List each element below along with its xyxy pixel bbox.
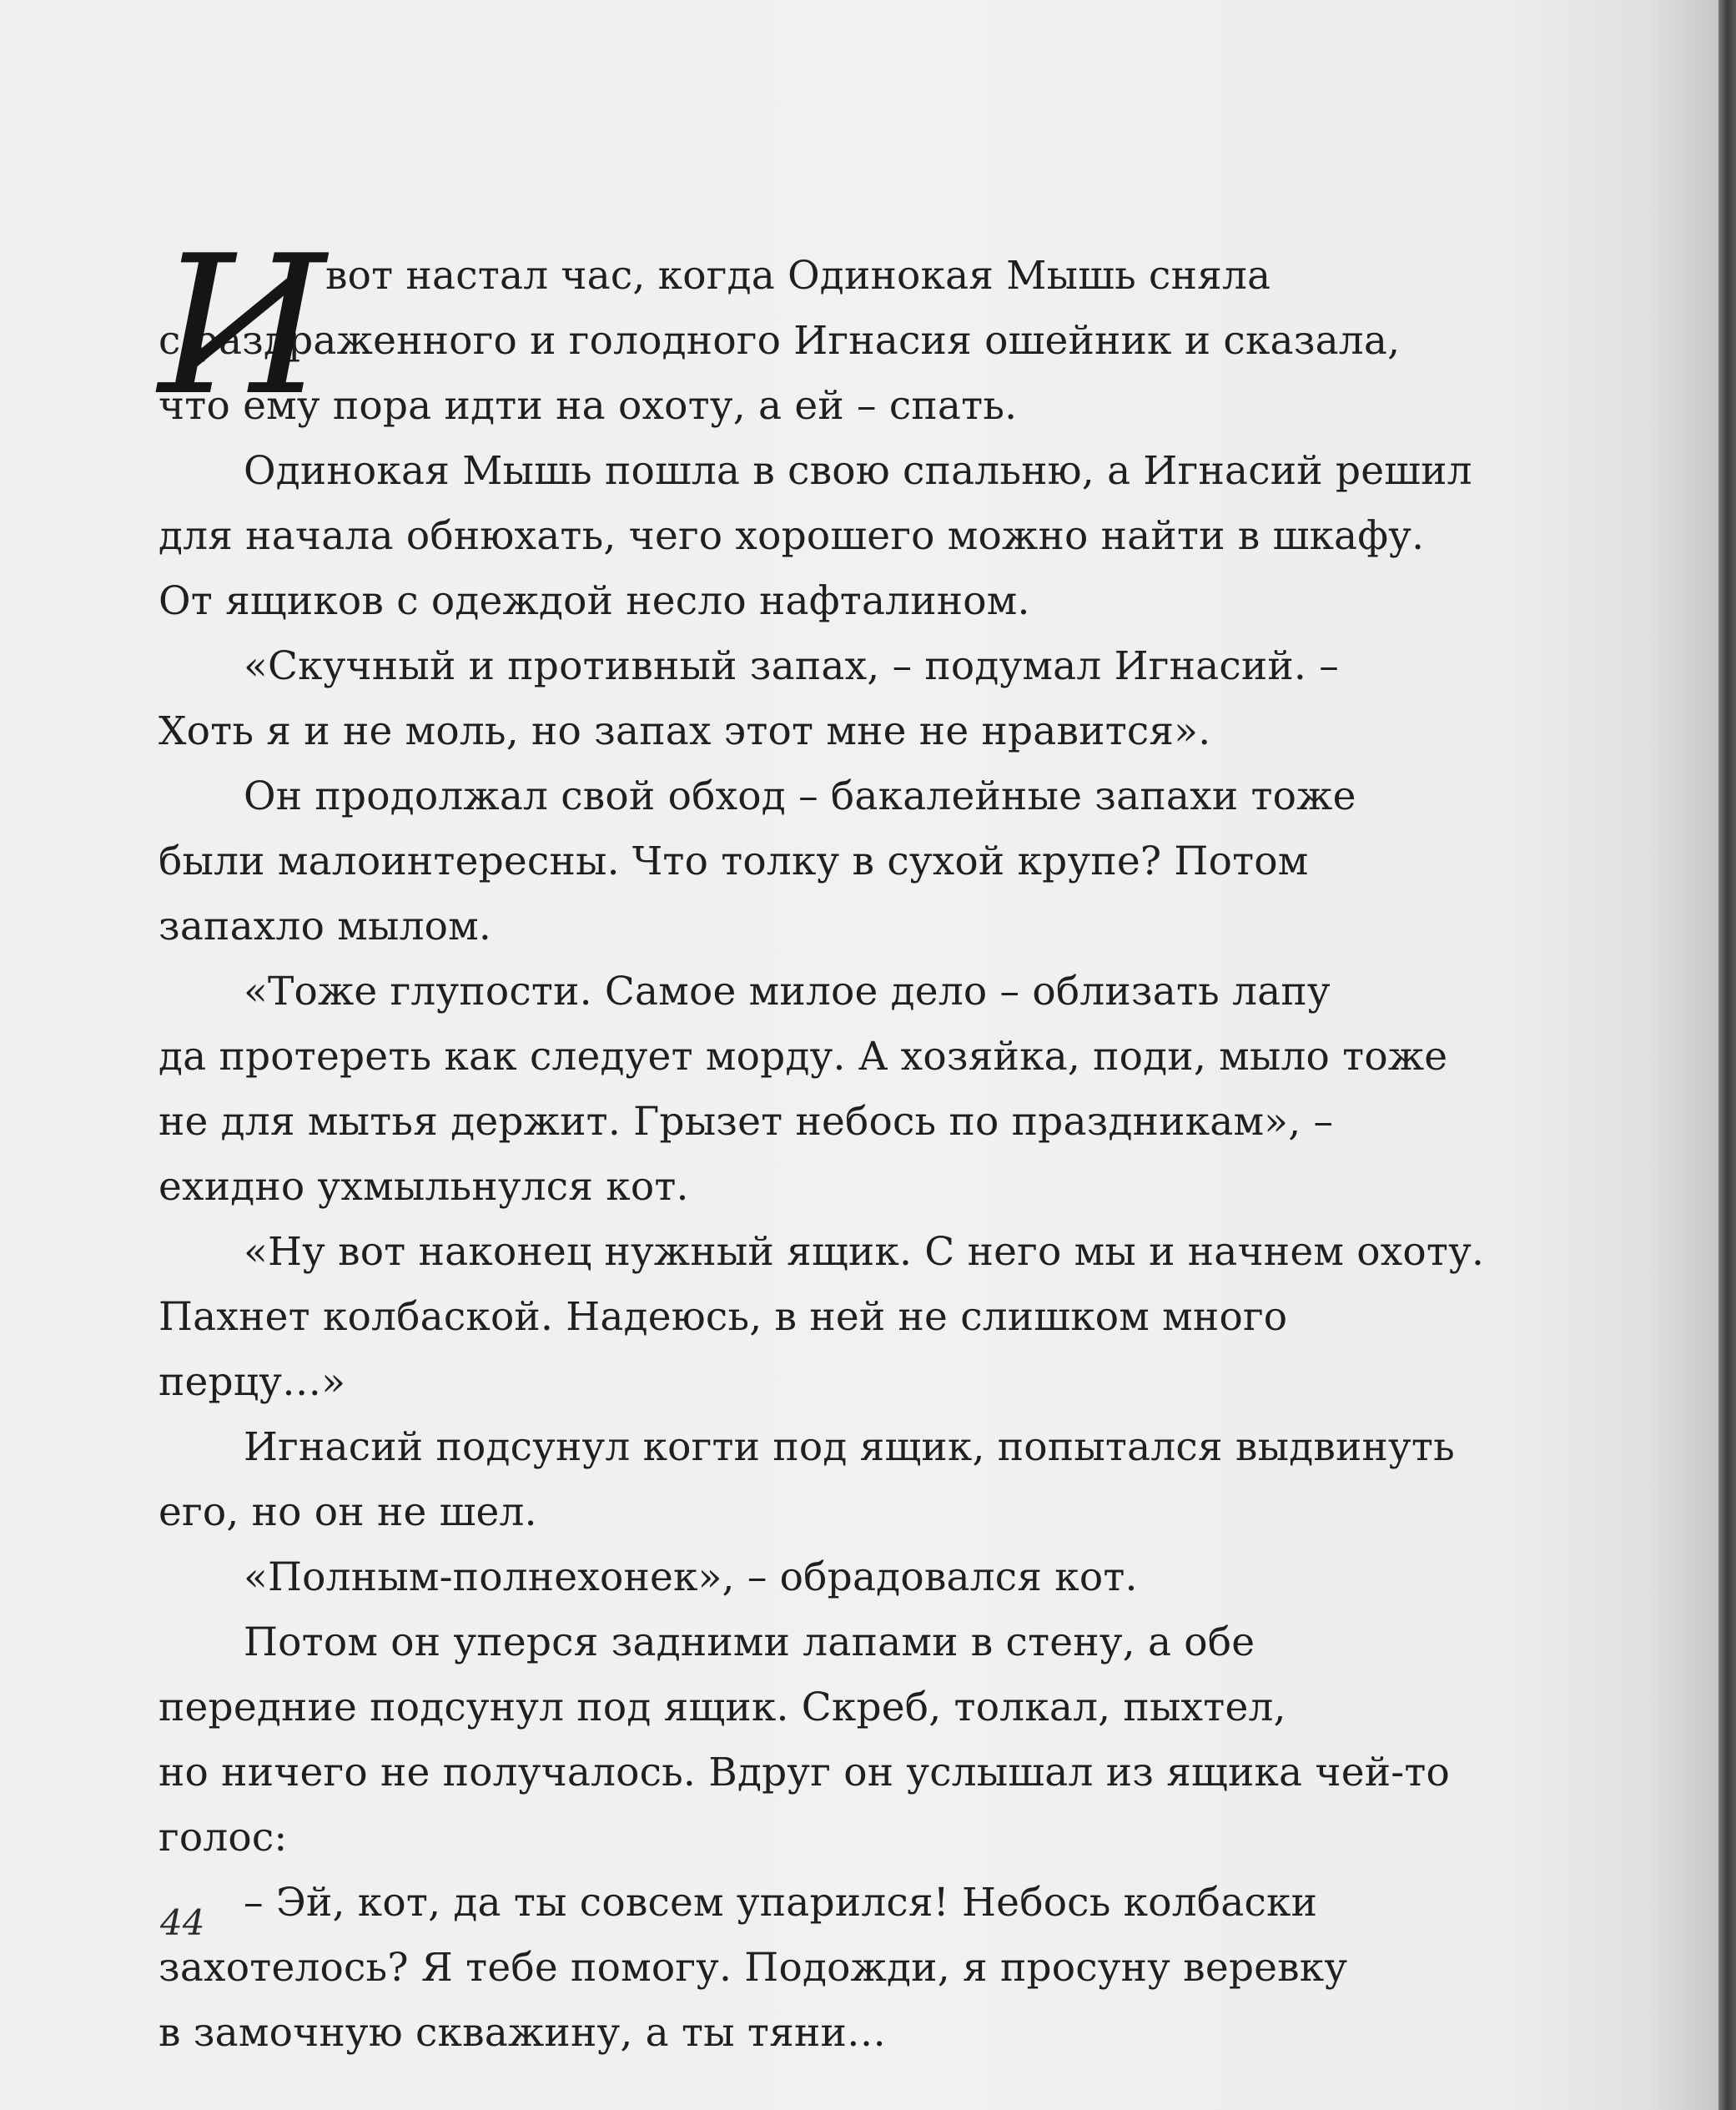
paragraph	[159, 1871, 1643, 2066]
book-spine-edge	[1718, 0, 1736, 2110]
text-line: ехидно ухмыльнулся кот.	[159, 1164, 689, 1210]
text-line: запахло мылом.	[159, 904, 492, 949]
text-line: не для мытья держит. Грызет небось по праздникам», –	[159, 1099, 1334, 1145]
text-line: голос:	[159, 1815, 288, 1861]
text-line: передние подсунул под ящик. Скреб, толкал, пыхтел,	[159, 1684, 1286, 1730]
text-line: Пахнет колбаской. Надеюсь, в ней не слишком много	[159, 1294, 1288, 1340]
text-line: перцу…»	[159, 1359, 346, 1405]
text-line: вот настал час, когда Одинокая Мышь сняла	[325, 253, 1271, 299]
text-line: От ящиков с одеждой несло нафталином.	[159, 578, 1030, 624]
paragraph	[159, 1545, 1643, 1610]
paragraph	[159, 1220, 1643, 1415]
paragraph	[159, 439, 1643, 634]
paragraph	[159, 959, 1643, 1220]
text-line: что ему пора идти на охоту, а ей – спать.	[159, 383, 1018, 429]
paragraph	[159, 634, 1643, 764]
paragraph	[159, 1610, 1643, 1871]
text-line: для начала обнюхать, чего хорошего можно найти в шкафу.	[159, 513, 1425, 559]
drop-cap: И	[159, 215, 326, 438]
text-line: «Полным-полнехонек», – обрадовался кот.	[244, 1554, 1138, 1600]
text-line: были малоинтересны. Что толку в сухой крупе? Потом	[159, 838, 1309, 884]
text-line: Игнасий подсунул когти под ящик, попытался выдвинуть	[244, 1424, 1455, 1470]
text-line: его, но он не шел.	[159, 1489, 537, 1535]
page-number: 44	[160, 1902, 205, 1943]
text-line: захотелось? Я тебе помогу. Подожди, я просуну веревку	[159, 1945, 1348, 1991]
text-line: «Тоже глупости. Самое милое дело – облизать лапу	[244, 969, 1331, 1015]
text-line: Хоть я и не моль, но запах этот мне не нравится».	[159, 708, 1211, 754]
paragraph	[159, 764, 1643, 959]
paragraphs	[159, 439, 1643, 2066]
text-line: «Скучный и противный запах, – подумал Игнасий. –	[244, 643, 1339, 689]
first-paragraph	[159, 215, 1643, 439]
paragraph	[159, 1415, 1643, 1545]
text-line: в замочную скважину, а ты тяни…	[159, 2010, 887, 2056]
text-line: но ничего не получалось. Вдруг он услышал из ящика чей-то	[159, 1750, 1451, 1795]
text-line: «Ну вот наконец нужный ящик. С него мы и начнем охоту.	[244, 1229, 1485, 1275]
text-line: Он продолжал свой обход – бакалейные запахи тоже	[244, 773, 1356, 819]
text-line: да протереть как следует морду. А хозяйка, поди, мыло тоже	[159, 1034, 1448, 1080]
text-line: Одинокая Мышь пошла в свою спальню, а Игнасий решил	[244, 448, 1472, 494]
text-line: с раздраженного и голодного Игнасия ошейник и сказала,	[159, 318, 1401, 364]
text-line: Потом он уперся задними лапами в стену, а обе	[244, 1619, 1255, 1665]
body-text	[159, 142, 1643, 2066]
text-line: – Эй, кот, да ты совсем упарился! Небось колбаски	[244, 1880, 1318, 1926]
